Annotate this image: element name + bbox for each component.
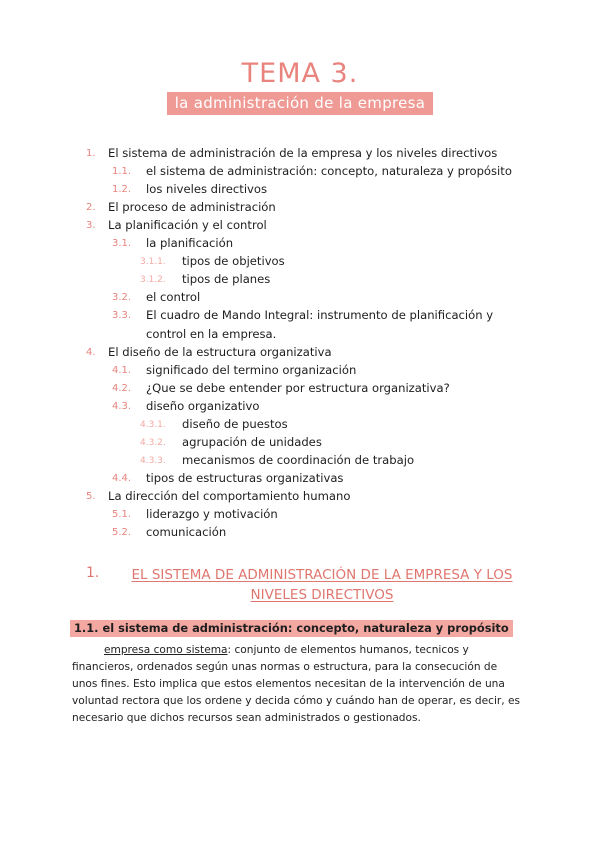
toc-item-number: 3.1. <box>112 238 132 250</box>
toc-item-number: 5.2. <box>112 527 132 539</box>
toc-item-label: La dirección del comportamiento humano <box>108 488 351 503</box>
paragraph-line-2: financieros, ordenados según unas normas o estructura, para la consecución de <box>72 661 498 673</box>
toc-item-label: El diseño de la estructura organizativa <box>108 344 332 359</box>
toc-item-label: liderazgo y motivación <box>146 507 278 521</box>
paragraph-line-1 <box>104 642 469 659</box>
toc-item-number: 3. <box>86 220 96 232</box>
toc-item-number: 4.2. <box>112 382 132 394</box>
toc-item-label: El cuadro de Mando Integral: instrumento de planificación y <box>146 308 494 323</box>
toc-item-number: 1.2. <box>112 184 132 196</box>
section-title: EL SISTEMA DE ADMINISTRACIÓN DE LA EMPRESA Y LOS NIVELES DIRECTIVOS <box>131 567 513 603</box>
toc-item-number: 1.1. <box>112 166 132 178</box>
toc-item-number: 5. <box>86 490 96 502</box>
page-title: TEMA 3. <box>241 58 359 89</box>
toc-item-label: La planificación y el control <box>108 218 267 233</box>
toc-item-number: 4.1. <box>112 364 132 376</box>
paragraph-line-4: voluntad rectora que los ordene y decida cómo y cuándo han de operar, es decir, es <box>72 695 521 707</box>
toc-item-label: el control <box>146 290 201 305</box>
toc-item-number: 4.3.3. <box>140 455 166 466</box>
toc-item-label: tipos de objetivos <box>182 254 285 269</box>
toc-item-label: el sistema de administración: concepto, naturaleza y propósito <box>146 164 512 179</box>
toc-item-label: diseño organizativo <box>146 398 260 413</box>
toc-item-number: 3.1.2. <box>140 275 166 286</box>
paragraph-line-5: necesario que dichos recursos sean administrados o gestionados. <box>72 712 421 724</box>
paragraph-line-1-text: : conjunto de elementos humanos, tecnicos y <box>227 644 469 656</box>
toc-item-label: mecanismos de coordinación de trabajo <box>182 452 415 467</box>
toc-item-label: comunicación <box>146 525 227 540</box>
toc-item-label: control en la empresa. <box>146 326 277 341</box>
page-subtitle: la administración de la empresa <box>167 92 434 115</box>
toc-item-number: 3.3. <box>112 310 132 322</box>
toc-item-label: agrupación de unidades <box>182 434 322 449</box>
subsection-heading: 1.1. el sistema de administración: concepto, naturaleza y propósito <box>70 620 513 637</box>
toc-item-label: ¿Que se debe entender por estructura organizativa? <box>146 380 450 395</box>
toc-item-number: 3.1.1. <box>140 257 166 268</box>
toc-item-number: 3.2. <box>112 292 132 304</box>
paragraph-line-3: unos fines. Esto implica que estos elementos necesitan de la intervención de una <box>72 678 505 690</box>
toc-item-label: diseño de puestos <box>182 416 288 431</box>
toc-item-number: 4.3.1. <box>140 419 166 430</box>
toc-item-number: 4. <box>86 346 96 358</box>
toc-item-label: los niveles directivos <box>146 182 268 197</box>
toc-item-number: 1. <box>86 148 96 159</box>
paragraph-term: empresa como sistema <box>104 644 228 656</box>
toc-item-label: la planificación <box>146 236 234 251</box>
section-number: 1. <box>86 565 100 581</box>
toc-item-label: significado del termino organización <box>146 362 357 377</box>
toc-item-label: tipos de estructuras organizativas <box>146 470 344 485</box>
toc-item-number: 4.3.2. <box>140 437 166 448</box>
toc-item-label: tipos de planes <box>182 272 271 287</box>
toc-item-number: 4.4. <box>112 472 132 484</box>
toc-item-number: 4.3. <box>112 400 132 412</box>
subtitle-banner <box>0 92 600 115</box>
toc-item-number: 2. <box>86 202 96 214</box>
toc-item-number: 5.1. <box>112 509 132 520</box>
toc-item-label: El proceso de administración <box>108 200 276 215</box>
toc-item-label: El sistema de administración de la empresa y los niveles directivos <box>108 146 498 160</box>
